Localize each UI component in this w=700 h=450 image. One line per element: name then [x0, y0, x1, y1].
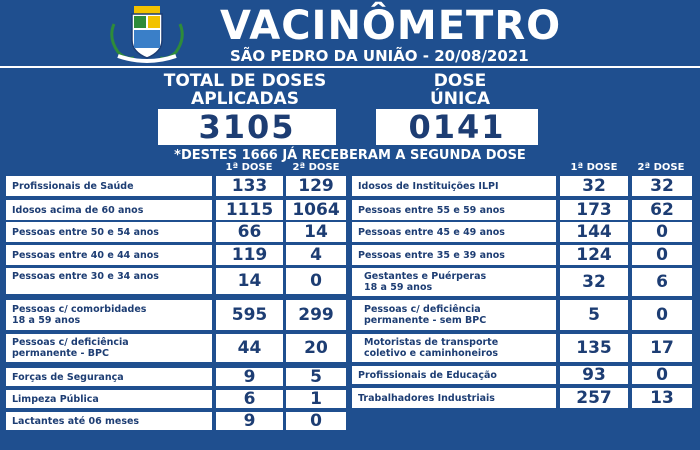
- second-dose-note: *DESTES 1666 JÁ RECEBERAM A SEGUNDA DOSE: [174, 148, 526, 163]
- row-label: Lactantes até 06 meses: [6, 412, 212, 430]
- dose2-value: 6: [632, 268, 692, 296]
- coat-of-arms-icon: [104, 4, 190, 64]
- dose1-value: 66: [216, 222, 283, 242]
- dose2-value: 0: [632, 222, 692, 242]
- total-doses-value: 3105: [158, 109, 336, 145]
- dose2-value: 1064: [286, 200, 346, 220]
- dose1-value: 257: [560, 388, 628, 408]
- row-label: Pessoas c/ deficiência permanente - BPC: [6, 334, 212, 362]
- row-label: Pessoas entre 50 e 54 anos: [6, 222, 212, 242]
- dose1-value: 173: [560, 200, 628, 220]
- row-label: Limpeza Pública: [6, 390, 212, 408]
- dose2-value: 129: [286, 176, 346, 196]
- dose1-value: 14: [216, 268, 283, 294]
- dose1-value: 44: [216, 334, 283, 362]
- row-label: Pessoas entre 45 e 49 anos: [352, 222, 556, 242]
- dose2-value: 32: [632, 176, 692, 196]
- dose1-value: 595: [216, 300, 283, 330]
- dose2-value: 4: [286, 245, 346, 265]
- dose2-value: 0: [632, 300, 692, 330]
- row-label: Pessoas entre 40 e 44 anos: [6, 245, 212, 265]
- dose1-value: 124: [560, 245, 628, 265]
- dose1-value: 144: [560, 222, 628, 242]
- right-col-dose2-header: 2ª DOSE: [637, 162, 685, 173]
- dose2-value: 14: [286, 222, 346, 242]
- dose1-value: 9: [216, 412, 283, 430]
- single-dose-value: 0141: [376, 109, 538, 145]
- dose1-value: 5: [560, 300, 628, 330]
- right-col-dose1-header: 1ª DOSE: [570, 162, 618, 173]
- dose2-value: 0: [286, 268, 346, 294]
- dose1-value: 32: [560, 176, 628, 196]
- row-label: Pessoas entre 55 e 59 anos: [352, 200, 556, 220]
- header-divider: [0, 66, 700, 68]
- row-label: Trabalhadores Industriais: [352, 388, 556, 408]
- dose1-value: 6: [216, 390, 283, 408]
- left-col-dose1-header: 1ª DOSE: [225, 162, 273, 173]
- dose1-value: 119: [216, 245, 283, 265]
- row-label: Idosos acima de 60 anos: [6, 200, 212, 220]
- dose2-value: 0: [632, 245, 692, 265]
- page-subtitle: SÃO PEDRO DA UNIÃO - 20/08/2021: [230, 47, 529, 65]
- dose2-value: 0: [632, 366, 692, 384]
- dose2-value: 1: [286, 390, 346, 408]
- row-label: Profissionais de Saúde: [6, 176, 212, 196]
- dose2-value: 20: [286, 334, 346, 362]
- row-label: Pessoas entre 30 e 34 anos: [6, 268, 212, 294]
- left-col-dose2-header: 2ª DOSE: [292, 162, 340, 173]
- row-label: Pessoas c/ comorbidades 18 a 59 anos: [6, 300, 212, 330]
- dose1-value: 133: [216, 176, 283, 196]
- row-label: Forças de Segurança: [6, 368, 212, 386]
- dose2-value: 17: [632, 334, 692, 362]
- dose1-value: 9: [216, 368, 283, 386]
- dose1-value: 93: [560, 366, 628, 384]
- row-label: Idosos de Instituições ILPI: [352, 176, 556, 196]
- row-label: Motoristas de transporte coletivo e caminhoneiros: [352, 334, 556, 362]
- row-label: Pessoas entre 35 e 39 anos: [352, 245, 556, 265]
- dose2-value: 13: [632, 388, 692, 408]
- dose1-value: 1115: [216, 200, 283, 220]
- row-label: Gestantes e Puérperas 18 a 59 anos: [352, 268, 556, 296]
- dose2-value: 299: [286, 300, 346, 330]
- single-dose-label: DOSE ÚNICA: [430, 71, 490, 109]
- dose2-value: 5: [286, 368, 346, 386]
- dose2-value: 62: [632, 200, 692, 220]
- dose1-value: 32: [560, 268, 628, 296]
- row-label: Profissionais de Educação: [352, 366, 556, 384]
- row-label: Pessoas c/ deficiência permanente - sem BPC: [352, 300, 556, 330]
- total-doses-label: TOTAL DE DOSES APLICADAS: [163, 71, 327, 109]
- page-title: VACINÔMETRO: [220, 3, 562, 49]
- dose2-value: 0: [286, 412, 346, 430]
- dose1-value: 135: [560, 334, 628, 362]
